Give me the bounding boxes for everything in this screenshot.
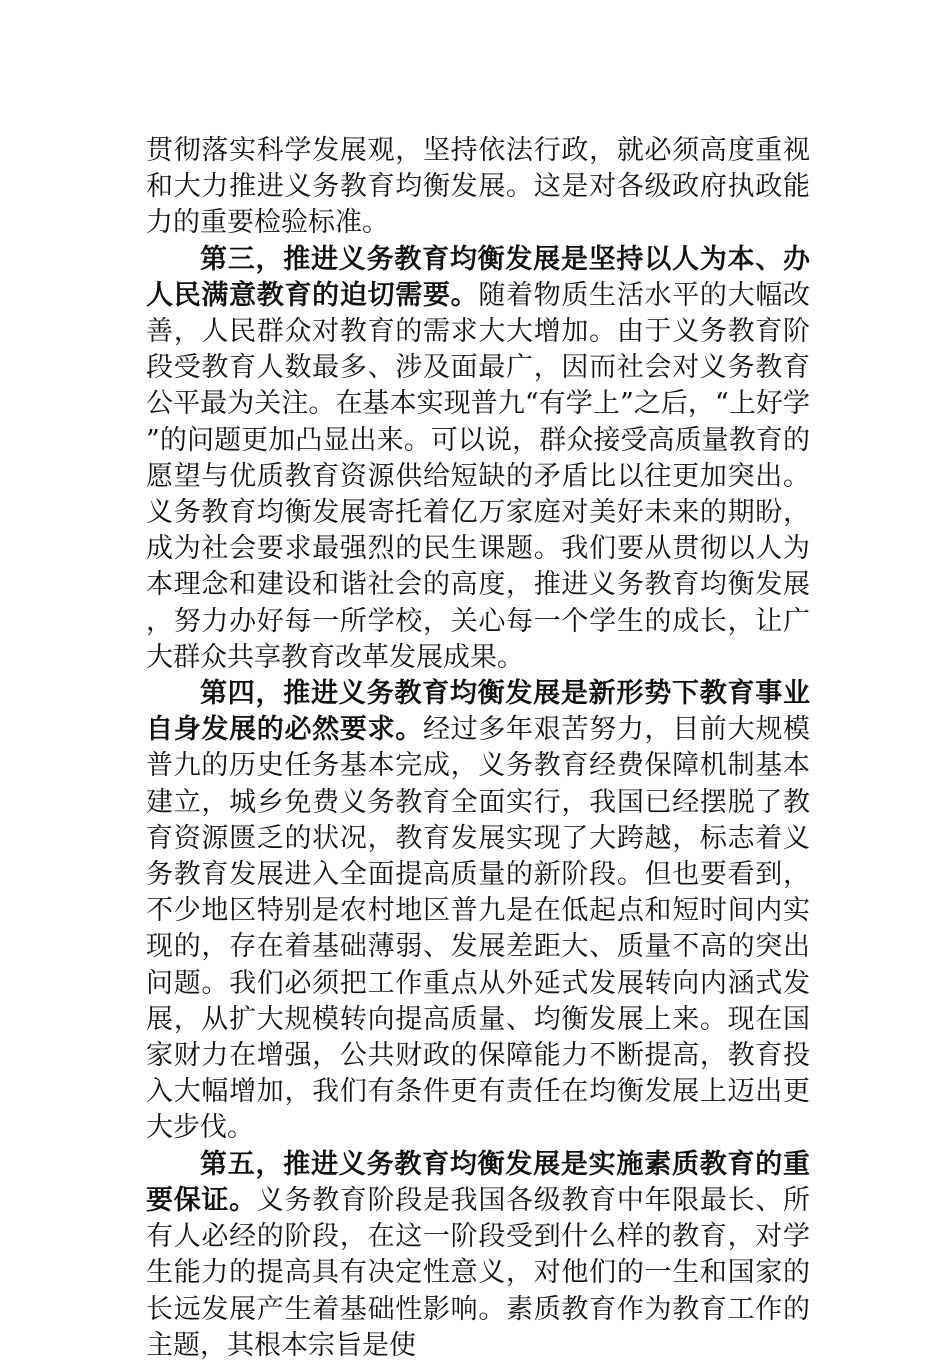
body-text [146, 133, 810, 1364]
paragraph-body: 经过多年艰苦努力，目前大规模普九的历史任务基本完成，义务教育经费保障机制基本建立，城乡免费义务教育全面实行，我国已经摆脱了教育资源匮乏的状况，教育发展实现了大跨越，标志着义务教育发展进入全面提高质量的新阶段。但也要看到，不少地区特别是农村地区普九是在低起点和短时间内实现的，存在着基础薄弱、发展差距大、质量不高的突出问题。我们必须把工作重点从外延式发展转向内涵式发展，从扩大规模转向提高质量、均衡发展上来。现在国家财力在增强，公共财政的保障能力不断提高，教育投入大幅增加，我们有条件更有责任在均衡发展上迈出更大步伐。 [146, 714, 811, 1144]
paragraph-lead-sentence: 第三，推进义务教育均衡发展是坚持以人为本、办人民满意教育的迫切需要。 [146, 243, 810, 311]
paragraph-fourth-point [146, 676, 810, 1147]
paragraph-lead-sentence: 第四，推进义务教育均衡发展是新形势下教育事业自身发展的必然要求。 [146, 678, 810, 746]
paragraph-body: 义务教育阶段是我国各级教育中年限最长、所有人必经的阶段，在这一阶段受到什么样的教育，对学生能力的提高具有决定性意义，对他们的一生和国家的长远发展产生着基础性影响。素质教育作为教育工作的主题，其根本宗旨是使 [146, 1184, 811, 1361]
paragraph-body: 贯彻落实科学发展观，坚持依法行政，就必须高度重视和大力推进义务教育均衡发展。这是对各级政府执政能力的重要检验标准。 [146, 135, 810, 239]
paragraph-lead-sentence: 第五，推进义务教育均衡发展是实施素质教育的重要保证。 [146, 1148, 810, 1216]
paragraph-third-point [146, 242, 810, 676]
paragraph-continuation [146, 133, 810, 242]
paragraph-fifth-point [146, 1147, 810, 1364]
paragraph-body: 随着物质生活水平的大幅改善，人民群众对教育的需求大大增加。由于义务教育阶段受教育人数最多、涉及面最广，因而社会对义务教育公平最为关注。在基本实现普九“有学上”之后，“上好学”的问题更加凸显出来。可以说，群众接受高质量教育的愿望与优质教育资源供给短缺的矛盾比以往更加突出。义务教育均衡发展寄托着亿万家庭对美好未来的期盼，成为社会要求最强烈的民生课题。我们要从贯彻以人为本理念和建设和谐社会的高度，推进义务教育均衡发展，努力办好每一所学校，关心每一个学生的成长，让广大群众共享教育改革发展成果。 [146, 279, 811, 673]
